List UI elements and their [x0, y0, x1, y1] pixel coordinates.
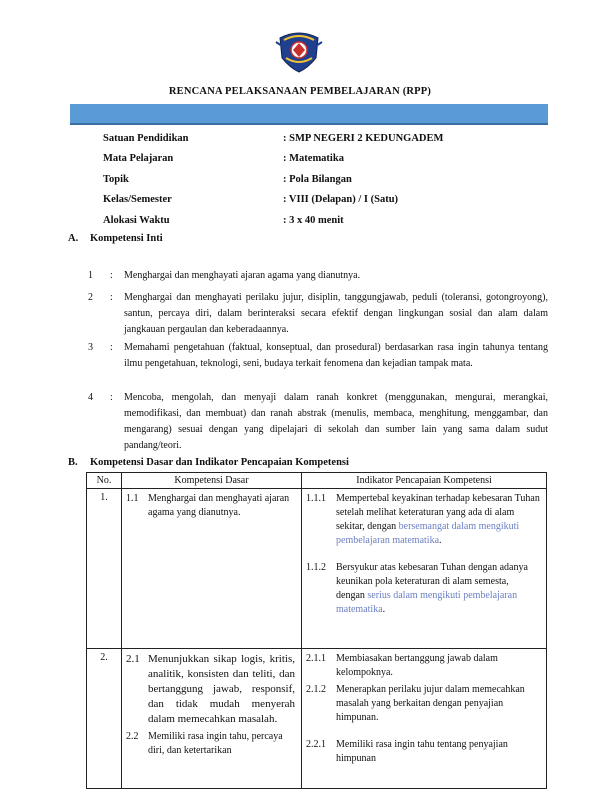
section-letter: B. — [68, 457, 78, 468]
ki-item — [88, 268, 548, 284]
ki-number: 4 — [88, 392, 93, 403]
identity-row — [103, 169, 553, 190]
indicator-body: Bersyukur atas kebesaran Tuhan dengan adanya keunikan pola keteraturan di alam semesta, dengan — [336, 562, 528, 601]
ki-separator: : — [110, 342, 113, 353]
kd-item — [122, 727, 301, 758]
indicator-number: 1.1.2 — [306, 562, 326, 573]
row-number: 1. — [87, 489, 122, 649]
identity-row — [103, 149, 553, 170]
indicator-end: . — [382, 604, 386, 615]
indicator-highlight: bersemangat dalam mengikuti pembelajaran matematika — [336, 521, 520, 546]
indicator-number: 1.1.1 — [306, 493, 326, 504]
table-row — [87, 649, 547, 789]
indicator-text: Memiliki rasa ingin tahu tentang penyajian himpunan — [336, 739, 508, 764]
kd-number: 2.2 — [126, 731, 139, 742]
kd-number: 2.1 — [126, 653, 140, 665]
indicator-text — [336, 492, 540, 548]
header-no: No. — [87, 473, 122, 489]
header-kd: Kompetensi Dasar — [122, 473, 302, 489]
identity-value: : 3 x 40 menit — [283, 214, 344, 226]
kd-number: 1.1 — [126, 493, 139, 504]
section-letter: A. — [68, 233, 79, 244]
ki-text: Memahami pengetahuan (faktual, konseptual, dan prosedural) berdasarkan rasa ingin tahunya tentang ilmu pengetahuan, teknologi, seni, budaya terkait fenomena dan kejadian tampak mata. — [124, 342, 548, 369]
table-row — [87, 489, 547, 649]
ki-text: Menghargai dan menghayati perilaku jujur, disiplin, tanggungjawab, peduli (toleransi, gotongroyong), santun, percaya diri, dalam berinteraksi secara efektif dengan lingkungan sosial dan alam dalam jangkauan pergaulan dan keberadaannya. — [124, 292, 548, 335]
section-title: Kompetensi Inti — [90, 233, 163, 244]
table-header-row — [87, 473, 547, 489]
section-b-heading — [68, 457, 349, 468]
section-a-heading — [68, 233, 163, 244]
indicator-text — [336, 561, 540, 617]
identity-label: Mata Pelajaran — [103, 153, 174, 165]
identity-label: Satuan Pendidikan — [103, 132, 189, 144]
kd-item — [122, 649, 301, 727]
indicator-item — [302, 489, 546, 548]
ki-item — [88, 290, 548, 338]
kd-item — [122, 489, 301, 520]
kd-cell — [122, 649, 302, 789]
indicator-item — [302, 735, 546, 766]
section-title: Kompetensi Dasar dan Indikator Pencapaian Kompetensi — [90, 457, 349, 468]
indicator-number: 2.1.2 — [306, 684, 326, 695]
ki-separator: : — [110, 292, 113, 303]
indicator-body: Mempertebal keyakinan terhadap kebesaran Tuhan setelah melihat keteraturan yang ada di alam sekitar, dengan — [336, 493, 540, 532]
indicator-item — [302, 680, 546, 725]
ki-number: 3 — [88, 342, 93, 353]
ki-text: Mencoba, mengolah, dan menyaji dalam ranah konkret (menggunakan, mengurai, merangkai, memodifikasi, dan membuat) dan ranah abstrak (menulis, membaca, menghitung, menggambar, dan mengarang) sesuai dengan yang dipelajari di sekolah dan sumber lain yang sama dalam sudut pandang/teori. — [124, 392, 548, 451]
school-crest-icon — [274, 28, 324, 74]
indicator-highlight: serius dalam mengikuti pembelajaran matematika — [336, 590, 518, 615]
indicator-number: 2.1.1 — [306, 653, 326, 664]
header-indicator: Indikator Pencapaian Kompetensi — [302, 473, 547, 489]
identity-value: : VIII (Delapan) / I (Satu) — [283, 194, 399, 206]
identity-row — [103, 210, 553, 231]
identity-row — [103, 190, 553, 211]
ki-separator: : — [110, 392, 113, 403]
competency-table — [86, 472, 547, 789]
kd-cell — [122, 489, 302, 649]
ki-number: 1 — [88, 270, 93, 281]
indicator-number: 2.2.1 — [306, 739, 326, 750]
kd-text: Menghargai dan menghayati ajaran agama yang dianutnya. — [148, 493, 290, 518]
ki-text: Menghargai dan menghayati ajaran agama yang dianutnya. — [124, 270, 361, 281]
indicator-end: . — [439, 535, 442, 546]
identity-label: Topik — [103, 173, 129, 185]
ki-item — [88, 390, 548, 454]
indicator-item — [302, 558, 546, 617]
identity-value: : SMP NEGERI 2 KEDUNGADEM — [283, 132, 444, 144]
kd-text: Menunjukkan sikap logis, kritis, analitik, konsisten dan teliti, dan bertanggung jawab, responsif, dan tidak mudah menyerah dalam memecahkan masalah. — [148, 653, 295, 725]
identity-label: Alokasi Waktu — [103, 214, 170, 226]
indicator-text: Menerapkan perilaku jujur dalam memecahkan masalah yang berkaitan dengan penyajian himpunan. — [336, 684, 525, 723]
indicator-text: Membiasakan bertanggung jawab dalam kelompoknya. — [336, 653, 498, 678]
indicator-cell — [302, 489, 547, 649]
identity-label: Kelas/Semester — [103, 194, 172, 206]
kd-text: Memiliki rasa ingin tahu, percaya diri, dan ketertarikan — [148, 731, 283, 756]
ki-separator: : — [110, 270, 113, 281]
identity-value: : Matematika — [283, 153, 344, 165]
row-number: 2. — [87, 649, 122, 789]
identity-table — [103, 128, 553, 231]
ki-item — [88, 340, 548, 372]
header-band — [70, 104, 548, 125]
document-title: RENCANA PELAKSANAAN PEMBELAJARAN (RPP) — [168, 86, 432, 97]
identity-value: : Pola Bilangan — [283, 173, 352, 185]
indicator-cell — [302, 649, 547, 789]
identity-row — [103, 128, 553, 149]
ki-number: 2 — [88, 292, 93, 303]
indicator-item — [302, 649, 546, 680]
